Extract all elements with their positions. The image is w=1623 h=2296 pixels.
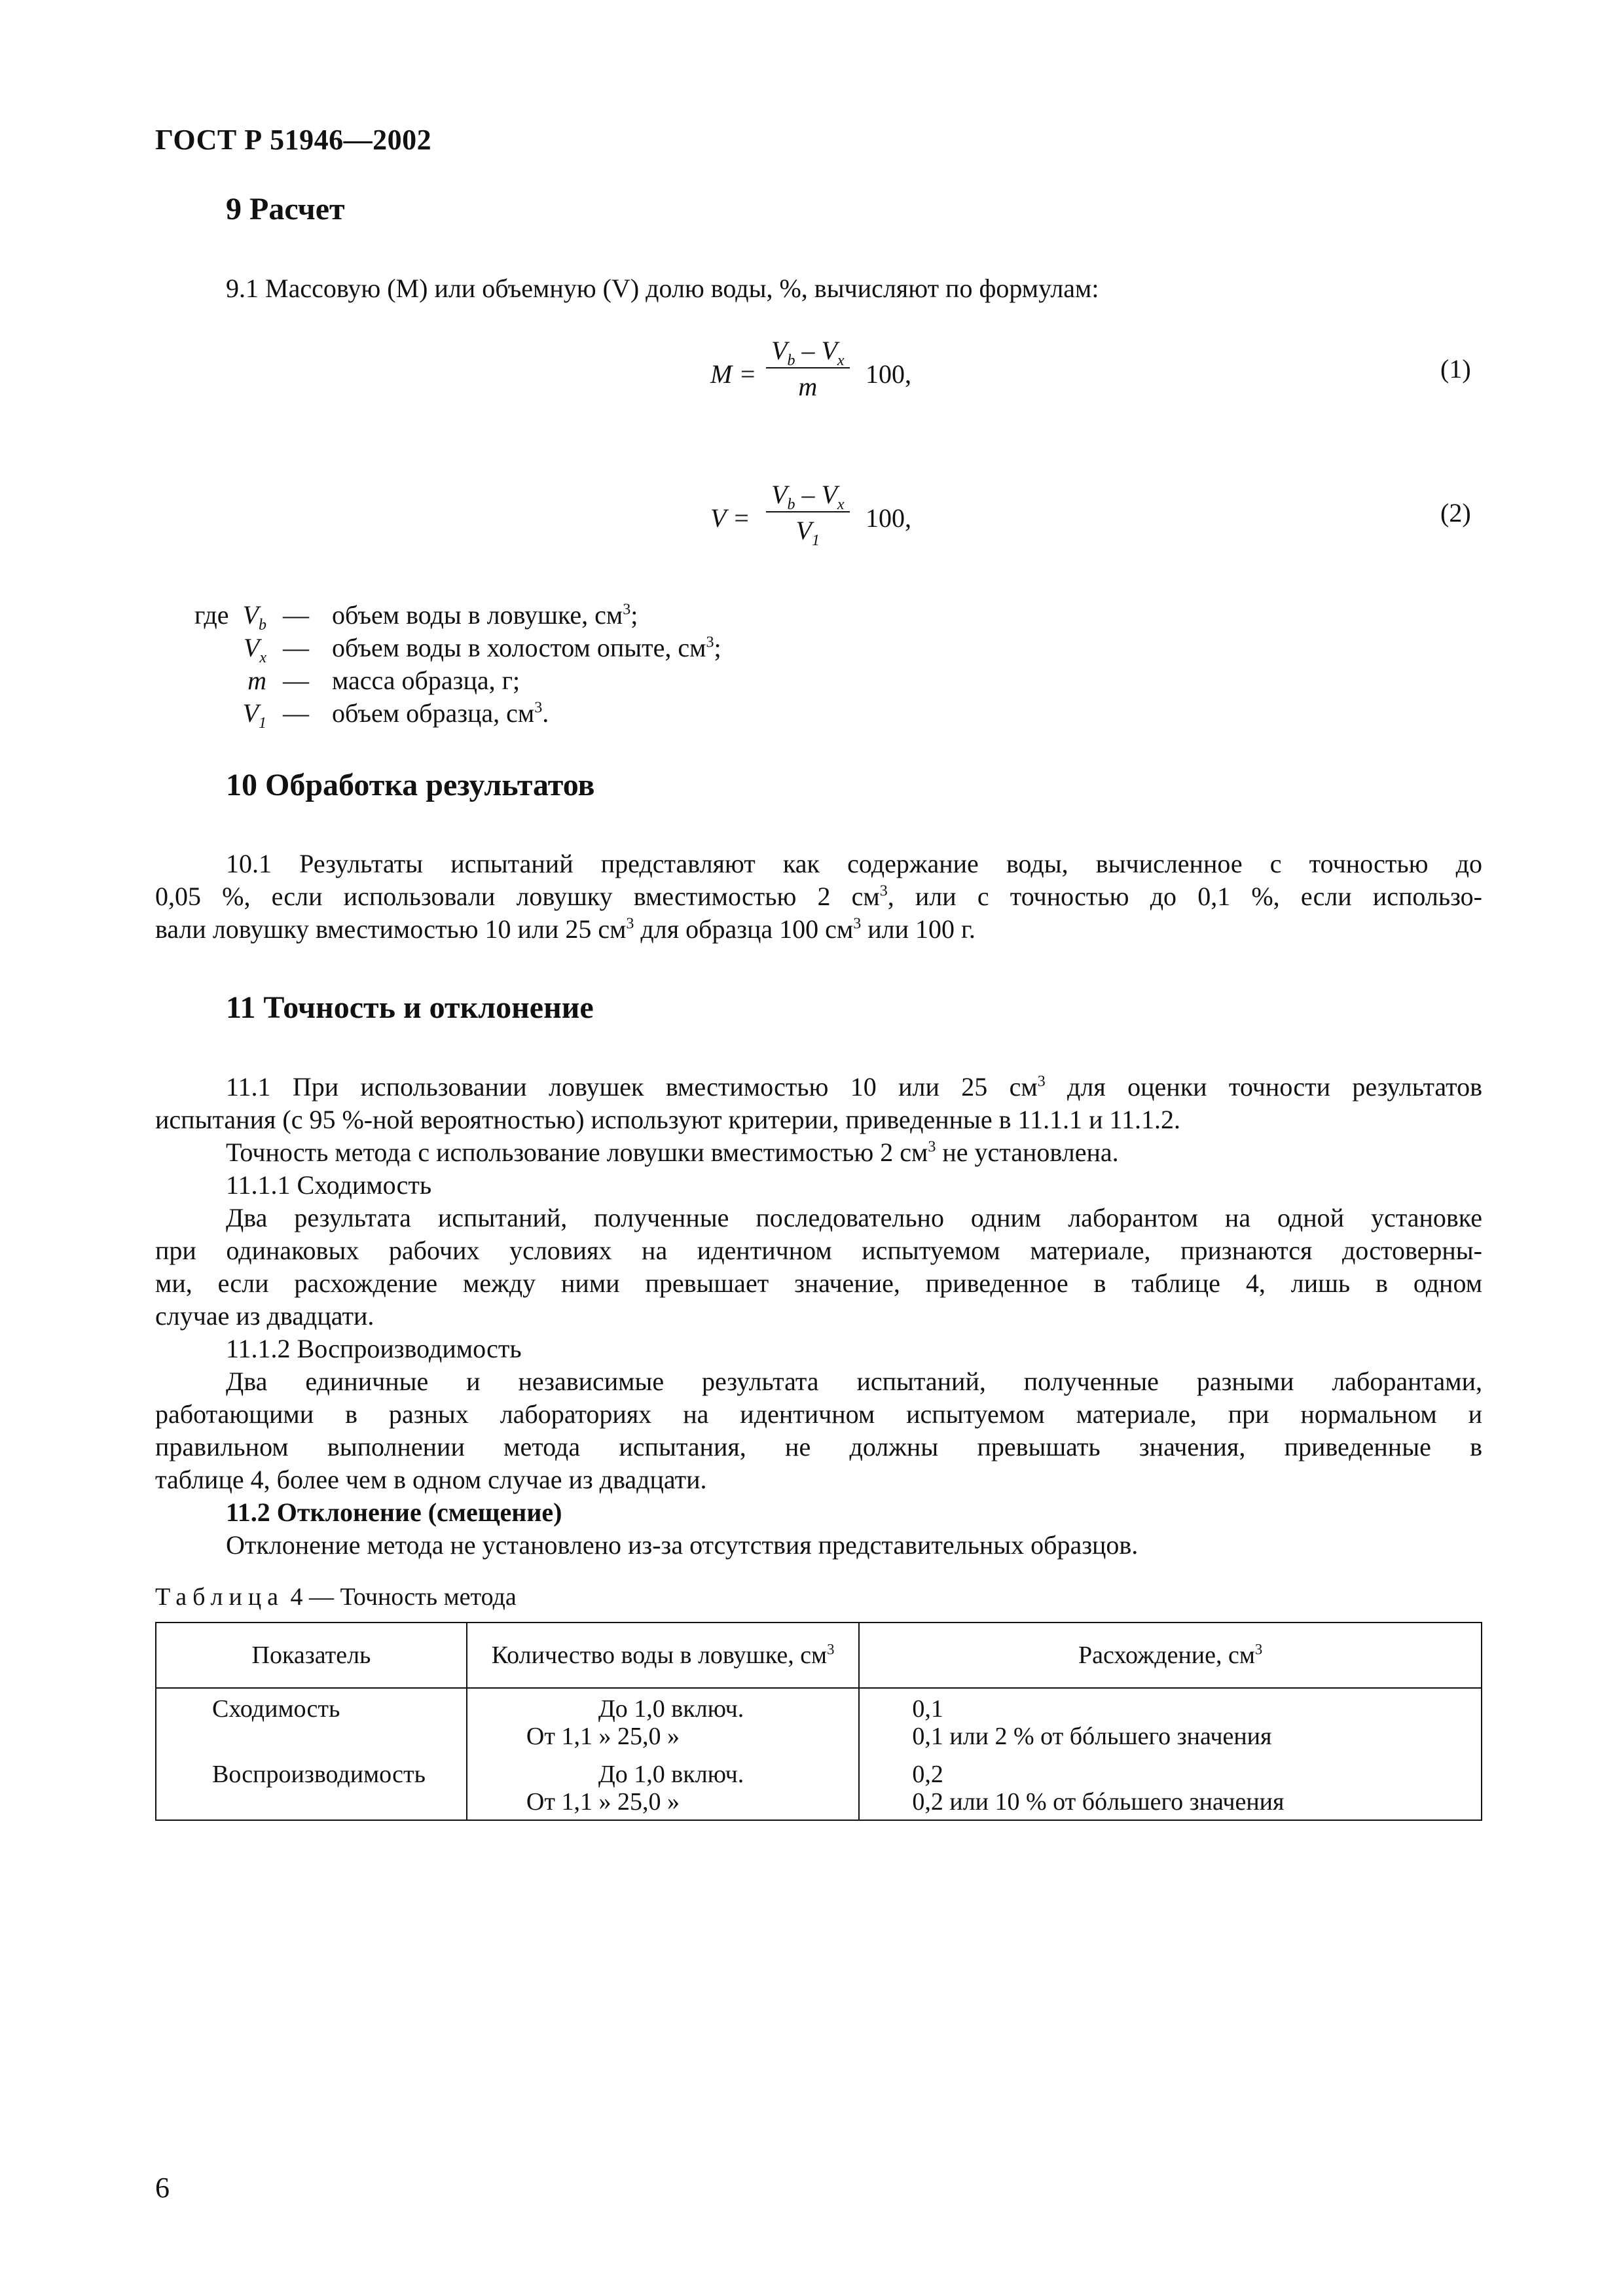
- legend-where: где: [194, 600, 229, 630]
- paragraph-11-1-1-line: Два результата испытаний, полученные последовательно одним лаборантом на одной установке: [226, 1203, 1482, 1232]
- paragraph-11-1-2-line: таблице 4, более чем в одном случае из двадцати.: [155, 1465, 707, 1494]
- table-header-discrepancy: Расхождение, $см^3$: [859, 1623, 1482, 1688]
- quantity-range: От 1,1 » 25,0 »: [526, 1788, 680, 1816]
- paragraph-11-1-line: испытания (с 95 %-ной вероятностью) используют критерии, приведенные в 11.1.1 и 11.1.2.: [155, 1105, 1180, 1134]
- paragraph-11-1-1-line: при одинаковых рабочих условиях на идентичном испытуемом материале, признаются достоверны-: [155, 1236, 1482, 1265]
- discrepancy-value: 0,1 или 2 % от бóльшего значения: [912, 1723, 1272, 1750]
- formula-1-fraction: [766, 335, 850, 402]
- document-code: ГОСТ Р 51946—2002: [155, 124, 432, 156]
- legend-dash: —: [283, 600, 309, 630]
- section-11-heading: 11 Точность и отклонение: [226, 990, 594, 1025]
- formula-2-tail: 100,: [866, 503, 911, 533]
- precision-table: [155, 1622, 1482, 1821]
- legend-row: [155, 697, 1137, 730]
- table-header-water-quantity: Количество воды в ловушке, $см^3$: [467, 1623, 859, 1688]
- table-caption: [155, 1583, 517, 1611]
- paragraph-11-2: Отклонение метода не установлено из-за отсутствия представительных образцов.: [226, 1530, 1139, 1560]
- discrepancy-value: 0,2 или 10 % от бóльшего значения: [912, 1788, 1285, 1816]
- table-caption-text: 4 — Точность метода: [290, 1583, 517, 1611]
- formula-1-lhs: M =: [710, 359, 757, 389]
- legend-row: [155, 599, 1137, 632]
- paragraph-11-1-line: 11.1 При использовании ловушек вместимостью 10 или 25 $см^3$ для оценки точности результатов: [226, 1072, 1482, 1102]
- table-caption-prefix: Таблица: [155, 1583, 285, 1611]
- table-cell-discrepancy: [859, 1688, 1482, 1754]
- legend-symbol: $V_b$: [242, 600, 266, 634]
- table-cell-quantity: [467, 1754, 859, 1820]
- table-header-row: [156, 1623, 1482, 1688]
- legend-symbol: $V_x$: [243, 633, 266, 666]
- legend-dash: —: [283, 633, 309, 662]
- paragraph-10-1-line: 0,05 %, если использовали ловушку вместимостью 2 $см^3$, или с точностью до 0,1 %, если использо-: [155, 882, 1482, 911]
- legend-row: [155, 632, 1137, 664]
- paragraph-11-1-2-line: правильном выполнении метода испытания, не должны превышать значения, приведенные в: [155, 1432, 1482, 1462]
- formula-1-numerator: $V_b - V_x$: [766, 335, 850, 368]
- formula-1-tail: 100,: [866, 359, 911, 389]
- formula-2-numerator: $V_b - V_x$: [766, 479, 850, 512]
- table-row: [156, 1688, 1482, 1754]
- formula-2-fraction: [766, 479, 850, 549]
- indicator-name: Воспроизводимость: [212, 1761, 426, 1788]
- page-number: 6: [155, 2172, 170, 2204]
- legend-symbol: $V_1$: [242, 698, 266, 732]
- quantity-range: До 1,0 включ.: [598, 1695, 744, 1723]
- paragraph-11-1-line: Точность метода с использование ловушки вместимостью 2 $см^3$ не установлена.: [226, 1138, 1119, 1167]
- paragraph-10-1-line: вали ловушку вместимостью 10 или 25 $см^3$ для образца 100 $см^3$ или 100 г.: [155, 914, 976, 944]
- formula-2-lhs: V =: [710, 503, 750, 533]
- discrepancy-value: 0,1: [912, 1695, 943, 1723]
- paragraph-11-1-1-line: ми, если расхождение между ними превышает значение, приведенное в таблице 4, лишь в одном: [155, 1268, 1482, 1298]
- table-cell-indicator: [156, 1688, 467, 1754]
- legend-text: объем образца, $см^3$.: [332, 698, 549, 728]
- paragraph-11-1-2-line: Два единичные и независимые результата испытаний, полученные разными лаборантами,: [226, 1367, 1482, 1396]
- legend-symbol: m: [247, 666, 266, 695]
- formula-1-number: (1): [1440, 354, 1471, 384]
- discrepancy-value: 0,2: [912, 1761, 943, 1788]
- table-cell-quantity: [467, 1688, 859, 1754]
- section-9-heading: 9 Расчет: [226, 192, 345, 226]
- paragraph-10-1-line: 10.1 Результаты испытаний представляют как содержание воды, вычисленное с точностью до: [226, 849, 1482, 878]
- formula-1-denominator: m: [798, 372, 818, 401]
- table-cell-discrepancy: [859, 1754, 1482, 1820]
- table-header-indicator: Показатель: [156, 1623, 467, 1688]
- legend-row: [155, 664, 1137, 697]
- paragraph-11-1-2-line: работающими в разных лабораториях на идентичном испытуемом материале, при нормальном и: [155, 1399, 1482, 1429]
- legend-dash: —: [283, 666, 309, 695]
- legend-text: объем воды в холостом опыте, $см^3$;: [332, 633, 721, 662]
- legend-text: объем воды в ловушке, $см^3$;: [332, 600, 638, 630]
- legend-text: масса образца, г;: [332, 666, 520, 695]
- subsection-11-2-title: 11.2 Отклонение (смещение): [226, 1498, 562, 1527]
- formula-legend: [155, 599, 1137, 743]
- table-row: [156, 1754, 1482, 1820]
- subsection-11-1-1-title: 11.1.1 Сходимость: [226, 1170, 432, 1200]
- formula-2-number: (2): [1440, 498, 1471, 528]
- quantity-range: До 1,0 включ.: [598, 1761, 744, 1788]
- subsection-11-1-2-title: 11.1.2 Воспроизводимость: [226, 1334, 522, 1363]
- quantity-range: От 1,1 » 25,0 »: [526, 1723, 680, 1750]
- paragraph-11-1-1-line: случае из двадцати.: [155, 1301, 374, 1331]
- paragraph-9-1: 9.1 Массовую (M) или объемную (V) долю воды, %, вычисляют по формулам:: [226, 274, 1099, 303]
- indicator-name: Сходимость: [212, 1695, 340, 1723]
- legend-dash: —: [283, 698, 309, 728]
- formula-2-denominator: $V_1$: [795, 516, 820, 549]
- section-10-heading: 10 Обработка результатов: [226, 768, 595, 802]
- table-cell-indicator: [156, 1754, 467, 1820]
